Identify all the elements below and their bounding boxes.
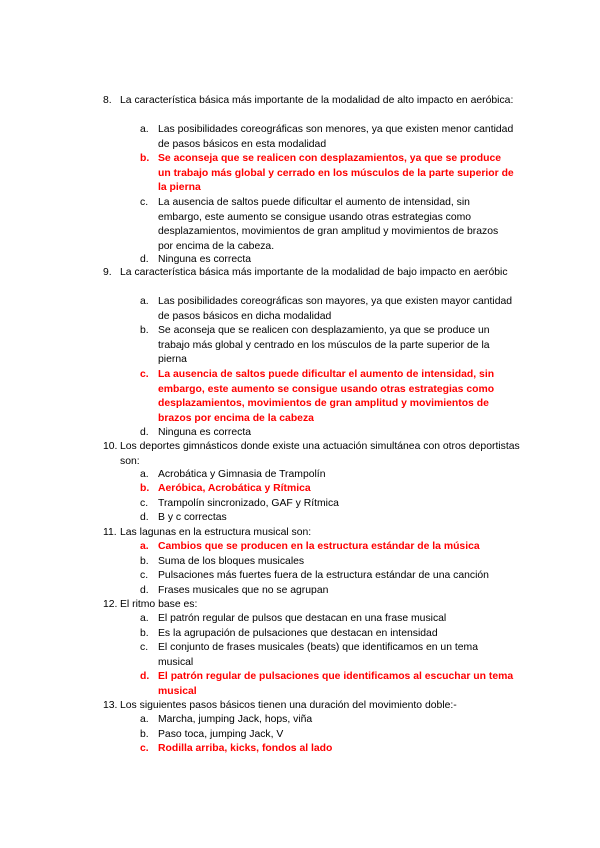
option-text: Marcha, jumping Jack, hops, viña	[158, 714, 313, 725]
option-text: El conjunto de frases musicales (beats) que identificamos en un tema musical	[158, 642, 478, 668]
option-letter: c.	[140, 570, 149, 581]
option-text: Frases musicales que no se agrupan	[158, 585, 329, 596]
option-text: La ausencia de saltos puede dificultar el aumento de intensidad, sin embargo, este aumento se consigue usando otras estrategias como desplazamientos, movimientos de gran amplitud y movimientos de brazos por encima de la cabeza	[158, 369, 495, 424]
option-letter: b.	[140, 325, 149, 336]
question-text: La característica básica más importante de la modalidad de bajo impacto en aeróbic	[120, 267, 508, 278]
question-12	[103, 598, 523, 613]
option-letter: c.	[140, 743, 149, 754]
option-letter: a.	[140, 714, 149, 725]
question-text: La característica básica más importante de la modalidad de alto impacto en aeróbica:	[120, 95, 514, 106]
option-text: Se aconseja que se realicen con desplazamiento, ya que se produce un trabajo más global y centrado en los músculos de la parte superior de la pierna	[158, 325, 490, 366]
option-text: La ausencia de saltos puede dificultar el aumento de intensidad, sin embargo, este aumento se consigue usando otras estrategias como desplazamientos, movimientos de gran amplitud y movimientos de brazos por encima de la cabeza.	[158, 197, 499, 252]
question-text: Los deportes gimnásticos donde existe una actuación simultánea con otros deportistas son:	[120, 441, 520, 467]
option-text: Acrobática y Gimnasia de Trampolín	[158, 469, 326, 480]
option-letter: a.	[140, 541, 149, 552]
option-letter: b.	[140, 628, 149, 639]
option-text: Ninguna es correcta	[158, 427, 251, 438]
option-letter: d.	[140, 254, 149, 265]
option-text: Es la agrupación de pulsaciones que destacan en intensidad	[158, 628, 438, 639]
option-letter: b.	[140, 483, 150, 494]
question-number: 9.	[103, 267, 112, 278]
option-letter: a.	[140, 124, 149, 135]
option-letter: c.	[140, 369, 149, 380]
question-text: Las lagunas en la estructura musical son:	[120, 527, 312, 538]
option-letter: c.	[140, 197, 149, 208]
question-number: 12.	[103, 599, 118, 610]
question-number: 11.	[103, 527, 117, 538]
option-text: Trampolín sincronizado, GAF y Rítmica	[158, 498, 339, 509]
option-letter: d.	[140, 585, 149, 596]
option-text: Las posibilidades coreográficas son menores, ya que existen menor cantidad de pasos básicos en esta modalidad	[158, 124, 514, 150]
option-text: El patrón regular de pulsos que destacan en una frase musical	[158, 613, 447, 624]
option-text: Aeróbica, Acrobática y Rítmica	[158, 483, 311, 494]
option-letter: b.	[140, 153, 150, 164]
option-text: Se aconseja que se realicen con desplazamientos, ya que se produce un trabajo más global y cerrado en los músculos de la parte superior de la pierna	[158, 153, 514, 194]
question-9	[103, 266, 523, 281]
question-8	[103, 94, 523, 109]
option-text: Ninguna es correcta	[158, 254, 251, 265]
question-13	[103, 699, 523, 714]
option-letter: a.	[140, 469, 149, 480]
option-letter: d.	[140, 427, 149, 438]
question-number: 10.	[103, 441, 118, 452]
question-11	[103, 526, 523, 541]
option-text: Suma de los bloques musicales	[158, 556, 305, 567]
option-letter: a.	[140, 296, 149, 307]
option-letter: b.	[140, 556, 149, 567]
option-letter: b.	[140, 729, 149, 740]
option-text: Cambios que se producen en la estructura estándar de la música	[158, 541, 480, 552]
option-letter: d.	[140, 671, 150, 682]
question-text: El ritmo base es:	[120, 599, 198, 610]
question-number: 13.	[103, 700, 118, 711]
option-text: Rodilla arriba, kicks, fondos al lado	[158, 743, 333, 754]
question-10	[103, 440, 523, 469]
option-letter: c.	[140, 642, 149, 653]
option-text: Paso toca, jumping Jack, V	[158, 729, 284, 740]
option-letter: a.	[140, 613, 149, 624]
option-text: B y c correctas	[158, 512, 227, 523]
option-letter: c.	[140, 498, 149, 509]
option-text: Pulsaciones más fuertes fuera de la estructura estándar de una canción	[158, 570, 489, 581]
question-number: 8.	[103, 95, 112, 106]
option-letter: d.	[140, 512, 149, 523]
option-text: El patrón regular de pulsaciones que identificamos al escuchar un tema musical	[158, 671, 514, 697]
option-text: Las posibilidades coreográficas son mayores, ya que existen mayor cantidad de pasos básicos en dicha modalidad	[158, 296, 513, 322]
question-text: Los siguientes pasos básicos tienen una duración del movimiento doble:-	[120, 700, 457, 711]
